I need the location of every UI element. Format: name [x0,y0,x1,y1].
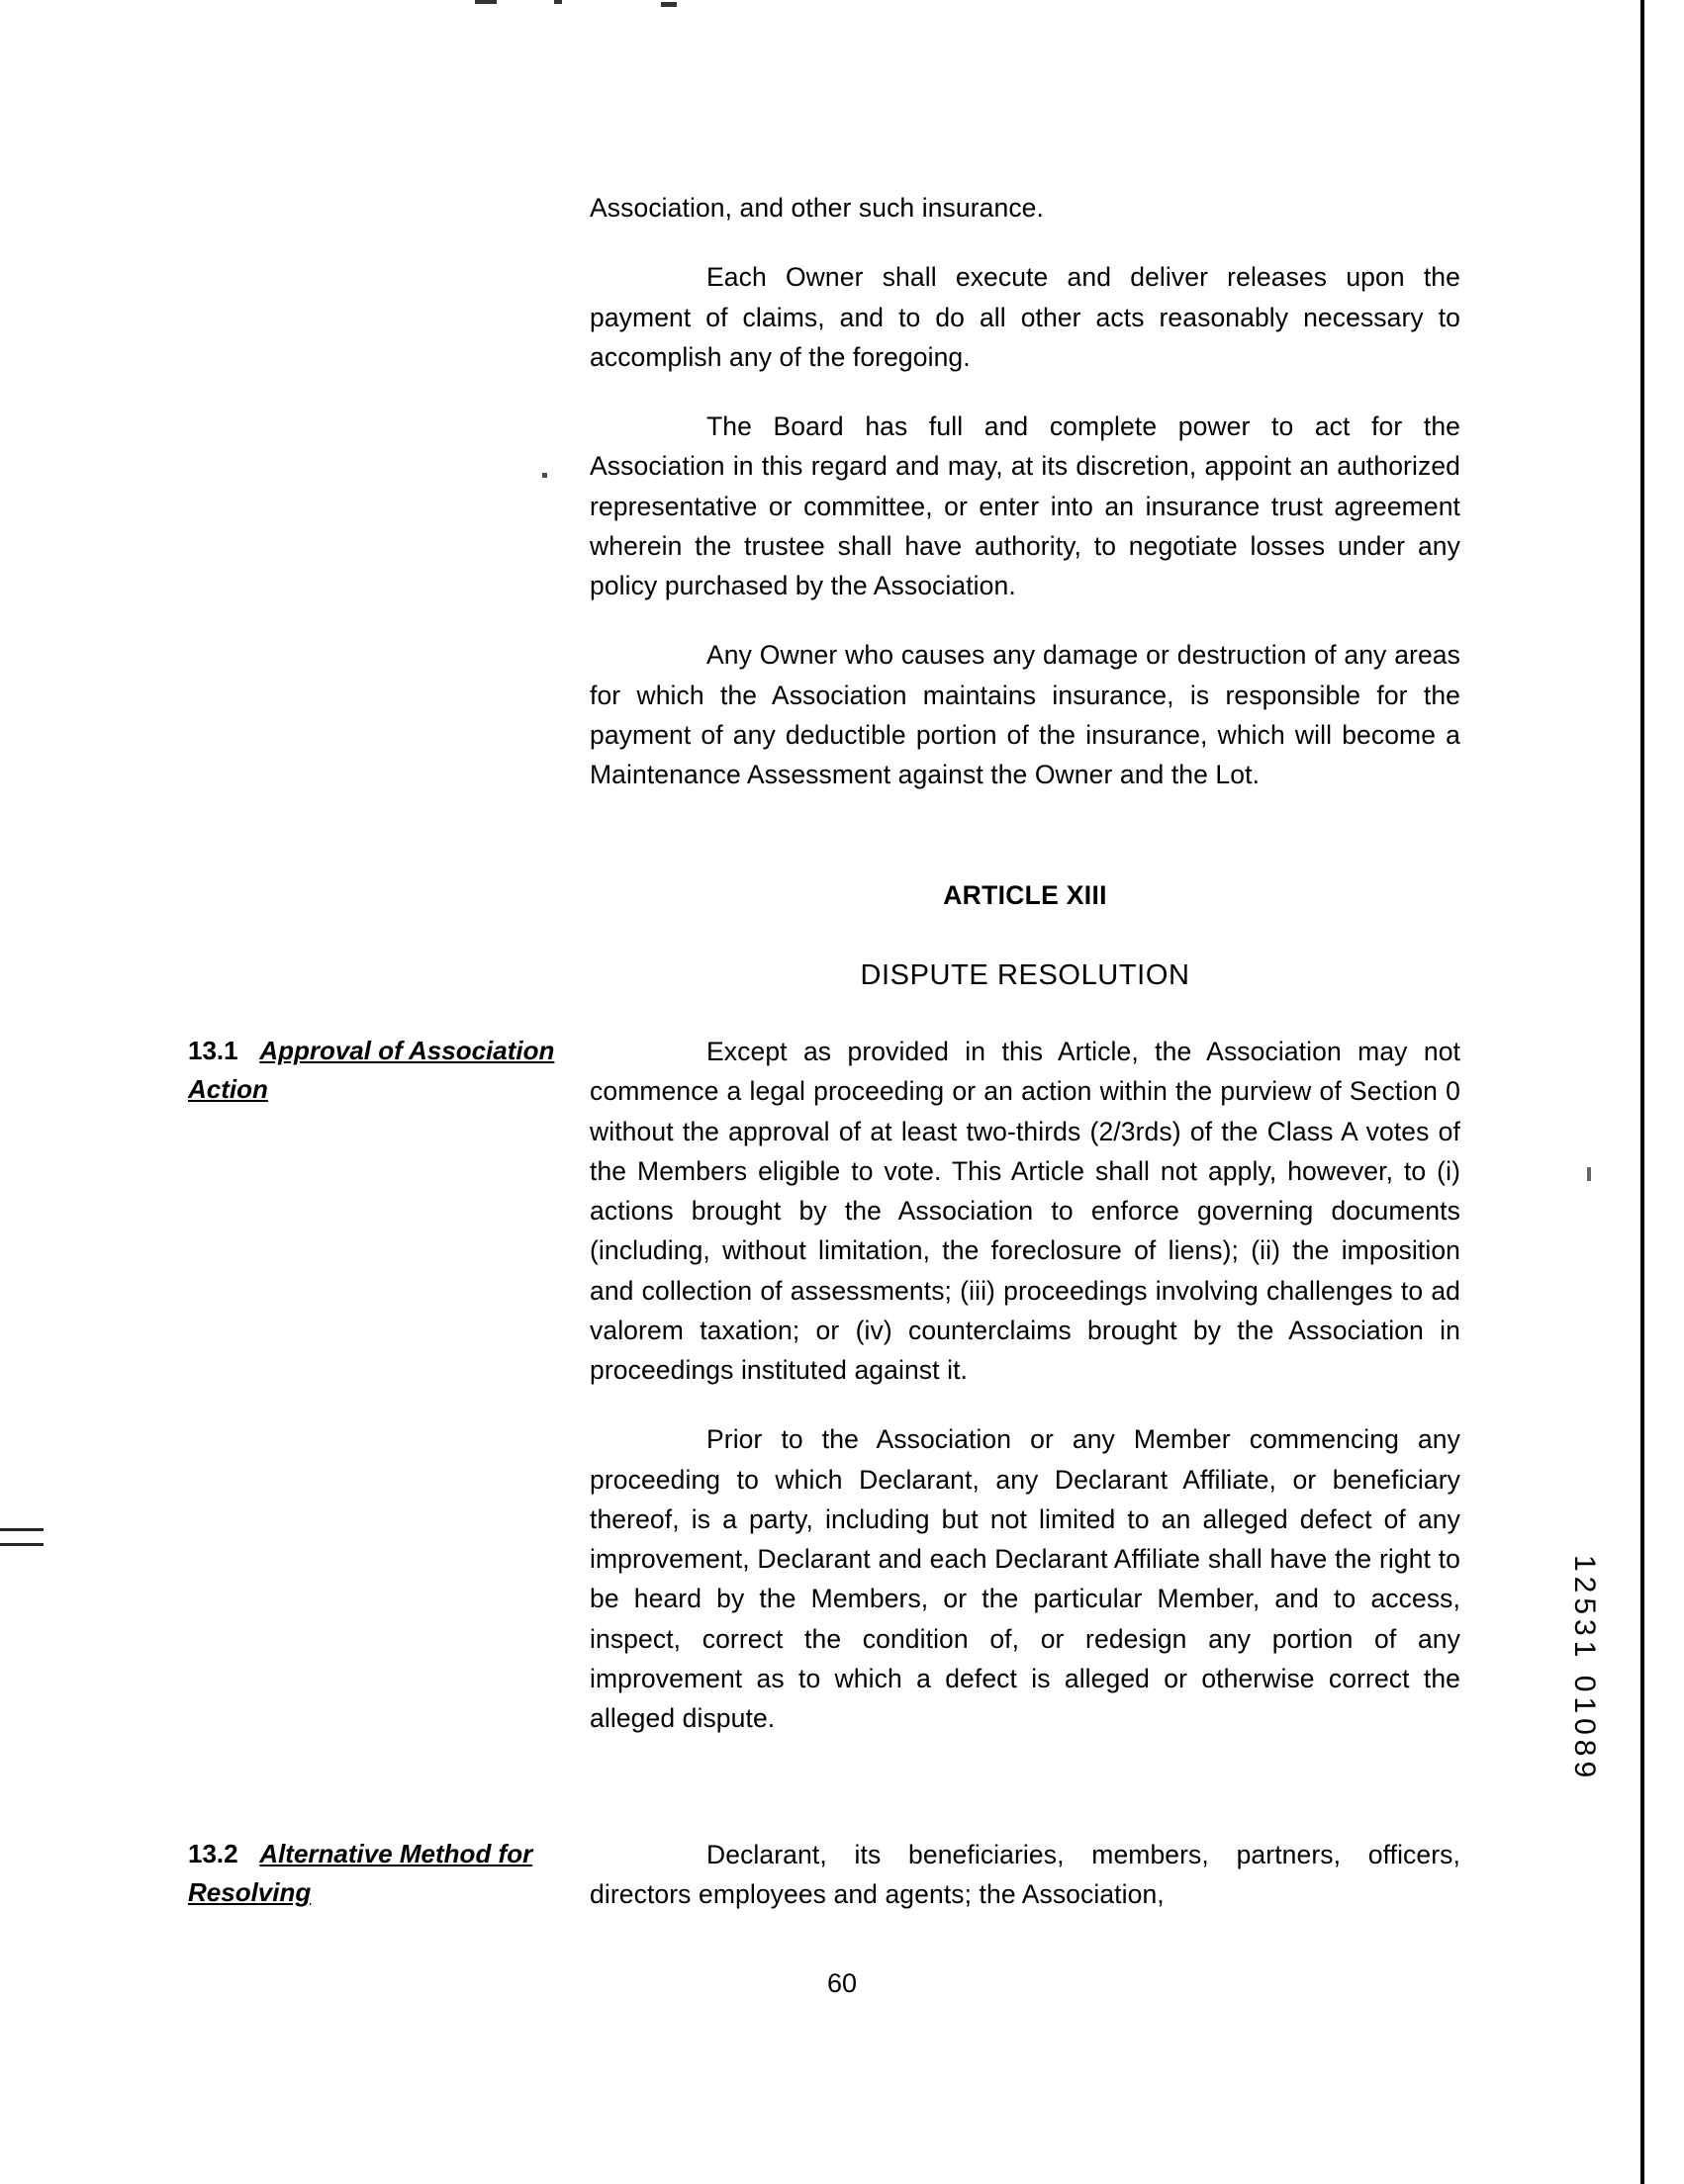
paragraph: Declarant, its beneficiaries, members, partners, officers, directors employees and agents; the Association, [590,1840,1460,1910]
scan-speck [661,2,677,7]
scan-speck [1587,1167,1591,1181]
scan-speck [475,0,497,4]
section-title: Approval of Association Action [188,1036,555,1104]
intro-paragraph-block [590,188,1460,794]
section-title: Alternative Method for Resolving [188,1839,533,1907]
scan-tick-mark [0,1543,44,1546]
scan-speck [542,473,547,478]
section-13-1-body [590,1032,1460,1739]
scan-tick-mark [0,1528,44,1531]
article-subheading: DISPUTE RESOLUTION [860,959,1190,991]
paragraph: Association, and other such insurance. [590,193,1044,223]
paragraph: The Board has full and complete power to act for the Association in this regard and may, at its discretion, appoint an authorized representative or committee, or enter into an insurance trust agreement wherein the trustee shall have authority, to negotiate losses under any policy purchased by the Association. [590,411,1460,601]
section-label-13-1 [188,1032,564,1109]
side-stamp: 12531 01089 [1568,1555,1601,1783]
paragraph: Except as provided in this Article, the Association may not commence a legal proceeding or an action within the purview of Section 0 without the approval of at least two-thirds (2/3rds) of the Class A votes of the Members eligible to vote. This Article shall not apply, however, to (i) actions brought by the Association to enforce governing documents (including, without limitation, the foreclosure of liens); (ii) the imposition and collection of assessments; (iii) proceedings involving challenges to ad valorem taxation; or (iv) counterclaims brought by the Association in proceedings instituted against it. [590,1037,1460,1386]
section-13-2-body [590,1835,1460,1915]
paragraph: Each Owner shall execute and deliver releases upon the payment of claims, and to do all other acts reasonably necessary to accomplish any of the foregoing. [590,262,1460,372]
section-label-13-2 [188,1835,564,1912]
paragraph: Prior to the Association or any Member commencing any proceeding to which Declarant, any Declarant Affiliate, or beneficiary thereof, is a party, including but not limited to an alleged defect of any improvement, Declarant and each Declarant Affiliate shall have the right to be heard by the Members, or the particular Member, and to access, inspect, correct the condition of, or redesign any portion of any improvement as to which a defect is alleged or otherwise correct the alleged dispute. [590,1424,1460,1734]
page-number: 60 [826,1968,858,1998]
article-heading: ARTICLE XIII [943,880,1107,910]
section-number: 13.1 [188,1036,238,1065]
scan-edge-line [1640,0,1644,2184]
scan-speck [554,0,562,4]
paragraph: Any Owner who causes any damage or destruction of any areas for which the Association maintains insurance, is responsible for the payment of any deductible portion of the insurance, which will become a Maintenance Assessment against the Owner and the Lot. [590,640,1460,790]
section-number: 13.2 [188,1839,238,1868]
